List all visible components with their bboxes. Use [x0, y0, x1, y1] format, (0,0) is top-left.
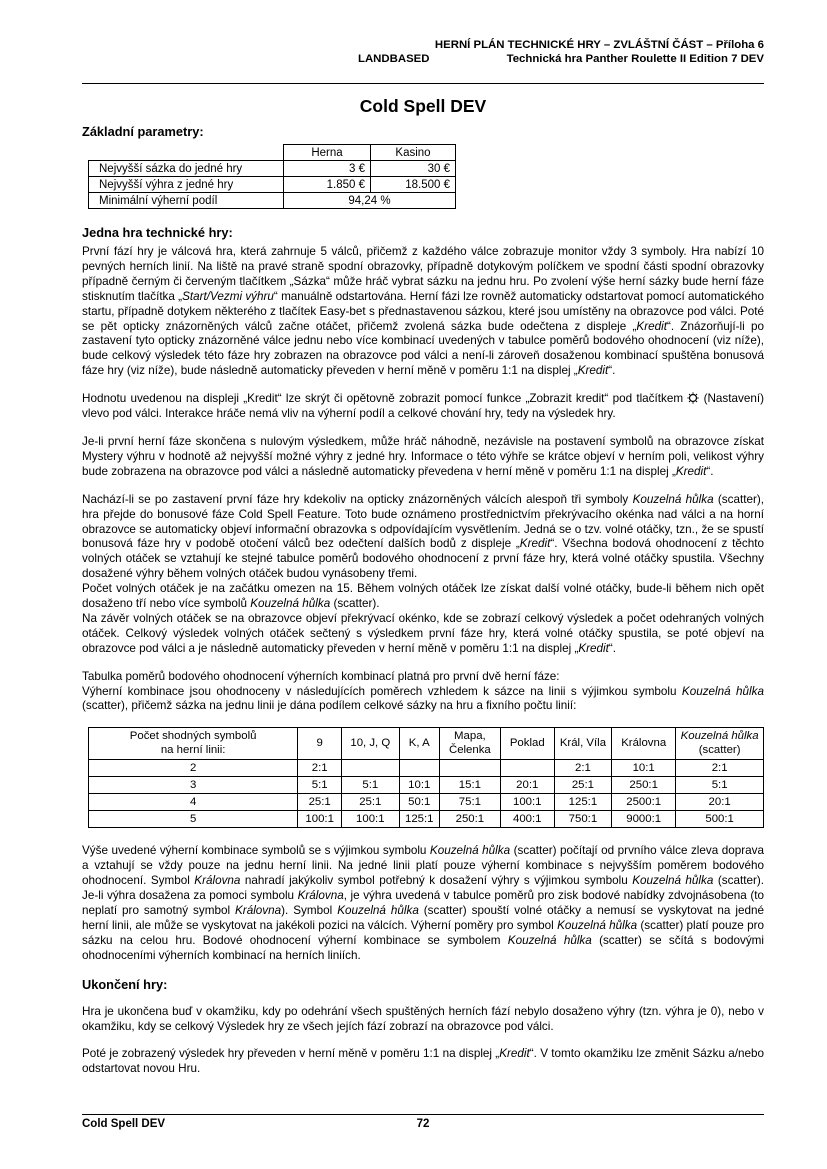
payout-cell: 2500:1 — [612, 794, 676, 811]
page-title: Cold Spell DEV — [359, 96, 487, 116]
params-col-header-herna: Herna — [284, 145, 371, 161]
payout-cell: 125:1 — [554, 794, 611, 811]
payout-cell: 50:1 — [399, 794, 440, 811]
payout-cell: 100:1 — [500, 794, 554, 811]
params-value-max-bet-herna: 3 € — [284, 161, 371, 177]
params-value-max-win-kasino: 18.500 € — [371, 177, 456, 193]
payout-cell: 3 — [89, 777, 298, 794]
payout-cell: 25:1 — [298, 794, 342, 811]
table-row — [89, 811, 764, 828]
payout-header-cell: Kouzelná hůlka (scatter) — [676, 728, 764, 760]
footer-page-number: 72 — [416, 1118, 430, 1130]
params-empty-corner-cell — [89, 145, 284, 161]
payout-header-row — [89, 728, 764, 760]
paragraph-payout-table-note: Výherní kombinace jsou ohodnoceny v následujících poměrech vzhledem k sázce na linii s výjimkou symbolu Kouzelná hůlka (scatter), přičemž sázka na jednu linii je dána podílem celkové sázky na hru a fixního počtu linií: — [82, 684, 764, 713]
header-divider — [82, 83, 764, 84]
payout-cell: 100:1 — [342, 811, 399, 828]
payout-cell: 20:1 — [676, 794, 764, 811]
paragraph-credit-display: Hodnotu uvedenou na displeji „Kredit“ lze skrýt či opětovně zobrazit pomocí funkce „Zobrazit kredit“ pod tlačítkem (Nastavení) vlevo pod válci. Interakce hráče nemá vliv na výherní podíl a celkové chování hry, tedy na výsledek hry. — [82, 392, 765, 421]
payout-cell: 2:1 — [676, 760, 764, 777]
paragraph-mystery-win: Je-li první herní fáze skončena s nulovým výsledkem, může hráč náhodně, nezávisle na postavení symbolů na obrazovce získat Mystery výhru v hodnotě až nejvyšší možné výhry z jedné hry. Informace o této výhře se krátce objeví v herním poli, velikost výhry bude zobrazena na obrazovce pod válci a následně automaticky převedena v herní měně v poměru 1:1 na displej „Kredit“. — [82, 434, 764, 478]
payout-cell: 5:1 — [342, 777, 399, 794]
payout-cell: 10:1 — [399, 777, 440, 794]
footer-game-name: Cold Spell DEV — [82, 1118, 166, 1130]
payout-header-cell: 10, J, Q — [342, 728, 399, 760]
footer-divider — [82, 1114, 764, 1115]
params-label-max-win: Nejvyšší výhra z jedné hry — [89, 177, 284, 193]
table-row — [89, 193, 456, 209]
payout-cell: 5 — [89, 811, 298, 828]
payout-cell: 25:1 — [554, 777, 611, 794]
doc-footer — [82, 1114, 764, 1130]
paragraph-free-spins-limit: Počet volných otáček je na začátku omezen na 15. Během volných otáček lze získat další volné otáčky, bude-li během nich opět dosaženo tří nebo více symbolů Kouzelná hůlka (scatter). — [82, 582, 764, 611]
payout-cell: 9000:1 — [612, 811, 676, 828]
payout-cell: 100:1 — [298, 811, 342, 828]
table-row — [89, 161, 456, 177]
payout-cell: 2 — [89, 760, 298, 777]
paragraph-game-end-conditions: Hra je ukončena buď v okamžiku, kdy po odehrání všech spuštěných herních fází nebylo dosaženo výhry (tzn. výhra je 0), nebo v okamžiku, kdy se celkový Výsledek hry ze všech jejích fází zobrazí na obrazovce pod válci. — [82, 1004, 764, 1033]
params-table — [88, 144, 456, 209]
footer-row — [82, 1118, 764, 1130]
header-landbased-label: LANDBASED — [358, 53, 430, 65]
params-label-min-payout: Minimální výherní podíl — [89, 193, 284, 209]
payout-cell: 2:1 — [554, 760, 611, 777]
payout-cell — [342, 760, 399, 777]
payout-cell: 10:1 — [612, 760, 676, 777]
paragraph-result-transfer: Poté je zobrazený výsledek hry převeden v herní měně v poměru 1:1 na displej „Kredit“. V tomto okamžiku lze změnit Sázku a/nebo odstartovat novou Hru. — [82, 1047, 764, 1076]
header-second-line — [82, 52, 764, 66]
payout-cell — [500, 760, 554, 777]
payout-cell — [440, 760, 501, 777]
params-value-max-win-herna: 1.850 € — [284, 177, 371, 193]
table-row — [89, 794, 764, 811]
payout-cell: 5:1 — [676, 777, 764, 794]
payout-header-cell: 9 — [298, 728, 342, 760]
paragraph-game-phase-1: První fází hry je válcová hra, která zahrnuje 5 válců, přičemž z každého válce zobrazuje monitor vždy 3 symboly. Hra nabízí 10 pevných herních linií. Na liště na pravé straně spodní obrazovky, případně dotykovým políčkem ve spodní části spodní obrazovky případně černým či červeným tlačítkem „Sázka“ může hráč vybrat sázku na jednu hru. Po zvolení výše herní sázky bude herní fáze stisknutím tlačítka „Start/Vezmi výhru“ manuálně odstartována. Herní fázi lze rovněž automaticky odstartovat pomocí automatického startu, případně dotykem některého z tlačítek Easy-bet s přednastavenou sázkou, které jsou umístěny na obrazovce pod válci. Poté se pět opticky znázorněných válců začne otáčet, přičemž zvolená sázka bude odečtena z displeje „Kredit“. Znázorňují-li po zastavení tyto opticky znázorněné válce jednu nebo více kombinací uvedených v tabulce poměrů bodového ohodnocení (viz níže), bude celkový výsledek této fáze hry zobrazen na obrazovce pod válci a není-li zároveň dosaženou kombinací spuštěna bonusová fáze hry (viz níže), bude následně automaticky převeden v herní měně v poměru 1:1 na displej „Kredit“. — [82, 245, 764, 378]
params-value-max-bet-kasino: 30 € — [371, 161, 456, 177]
payout-header-cell: Počet shodných symbolů na herní linii: — [89, 728, 298, 760]
payout-cell: 20:1 — [500, 777, 554, 794]
section-heading-game-end: Ukončení hry: — [82, 976, 168, 992]
payout-header-cell: K, A — [399, 728, 440, 760]
payout-header-cell: Poklad — [500, 728, 554, 760]
payout-cell: 250:1 — [440, 811, 501, 828]
doc-header — [82, 38, 764, 66]
payout-cell: 25:1 — [342, 794, 399, 811]
paragraph-payout-table-intro: Tabulka poměrů bodového ohodnocení výherních kombinací platná pro první dvě herní fáze: — [82, 669, 560, 683]
table-row — [89, 777, 764, 794]
payout-cell — [399, 760, 440, 777]
payout-cell: 4 — [89, 794, 298, 811]
payout-cell: 15:1 — [440, 777, 501, 794]
payout-header-cell: Mapa, Čelenka — [440, 728, 501, 760]
payout-cell: 75:1 — [440, 794, 501, 811]
payout-cell: 750:1 — [554, 811, 611, 828]
payout-cell: 5:1 — [298, 777, 342, 794]
gear-icon — [687, 392, 699, 404]
paragraph-bonus-feature: Nachází-li se po zastavení první fáze hry kdekoliv na opticky znázorněných válcích alespoň tři symboly Kouzelná hůlka (scatter), hra přejde do bonusové fáze Cold Spell Feature. Toto bude oznámeno prostřednictvím překrývacího okénka nad válci a na horní obrazovce se automaticky objeví informační obrazovka s odpovídajícím vysvětlením. Jedná se o tzv. volné otáčky, tzn., že se spustí bonusová fáze hry v podobě otočení válců bez odečtení dalších bodů z displeje „Kredit“. Všechna bodová ohodnocení z těchto volných otáček se vztahují ke stejné tabulce poměrů bodového ohodnocení z první fáze hry, která volné otáčky spustila. Všechny dosažené výhry během volných otáček budou vynásobeny třemi. — [82, 492, 764, 581]
payout-cell: 500:1 — [676, 811, 764, 828]
paragraph-free-spins-result: Na závěr volných otáček se na obrazovce objeví překrývací okénko, kde se zobrazí celkový výsledek a počet odehraných volných otáček. Celkový výsledek volných otáček sečtený s výsledkem první fáze hry, která volné otáčky spustila, se poté objeví na obrazovce pod válci a je následně automaticky převeden v herní měně v poměru 1:1 na displej „Kredit“. — [82, 611, 764, 655]
section-heading-basic-params: Základní parametry: — [82, 124, 204, 139]
header-game-name: Technická hra Panther Roulette II Edition 7 DEV — [506, 53, 764, 65]
params-col-header-kasino: Kasino — [371, 145, 456, 161]
table-row — [89, 760, 764, 777]
payout-cell: 125:1 — [399, 811, 440, 828]
params-value-min-payout: 94,24 % — [284, 193, 456, 209]
payout-table — [88, 727, 764, 828]
section-heading-one-game: Jedna hra technické hry: — [82, 225, 233, 240]
table-row — [89, 177, 456, 193]
payout-cell: 2:1 — [298, 760, 342, 777]
payout-cell: 250:1 — [612, 777, 676, 794]
payout-cell: 400:1 — [500, 811, 554, 828]
paragraph-combination-rules: Výše uvedené výherní kombinace symbolů se s výjimkou symbolu Kouzelná hůlka (scatter) počítají od prvního válce zleva doprava a vztahují se vždy pouze na jednu herní linii. Na jedné linii platí pouze výherní kombinace s nejvyšším poměrem bodového ohodnocení. Symbol Královna nahradí jakýkoliv symbol potřebný k dosažení výhry s výjimkou symbolu Kouzelná hůlka (scatter). Je-li výhra dosažena za pomoci symbolu Královna, je výhra uvedená v tabulce poměrů pro zisk bodové nabídky zdvojnásobena (to neplatí pro samotný symbol Královna). Symbol Kouzelná hůlka (scatter) spouští volné otáčky a nemusí se vyskytovat na jedné herní linii, ale může se vyskytovat na jakékoli pozici na válcích. Výherní poměry pro symbol Kouzelná hůlka (scatter) platí pouze pro sázku na celou hru. Bodové ohodnocení výherní kombinace se symbolem Kouzelná hůlka (scatter) se sčítá s bodovými ohodnoceními výherních kombinací na herních liniích. — [82, 844, 765, 962]
params-label-max-bet: Nejvyšší sázka do jedné hry — [89, 161, 284, 177]
params-header-row — [89, 145, 456, 161]
payout-header-cell: Královna — [612, 728, 676, 760]
header-plan-title: HERNÍ PLÁN TECHNICKÉ HRY – ZVLÁŠTNÍ ČÁST – Příloha 6 — [434, 39, 764, 51]
payout-header-cell: Král, Víla — [554, 728, 611, 760]
